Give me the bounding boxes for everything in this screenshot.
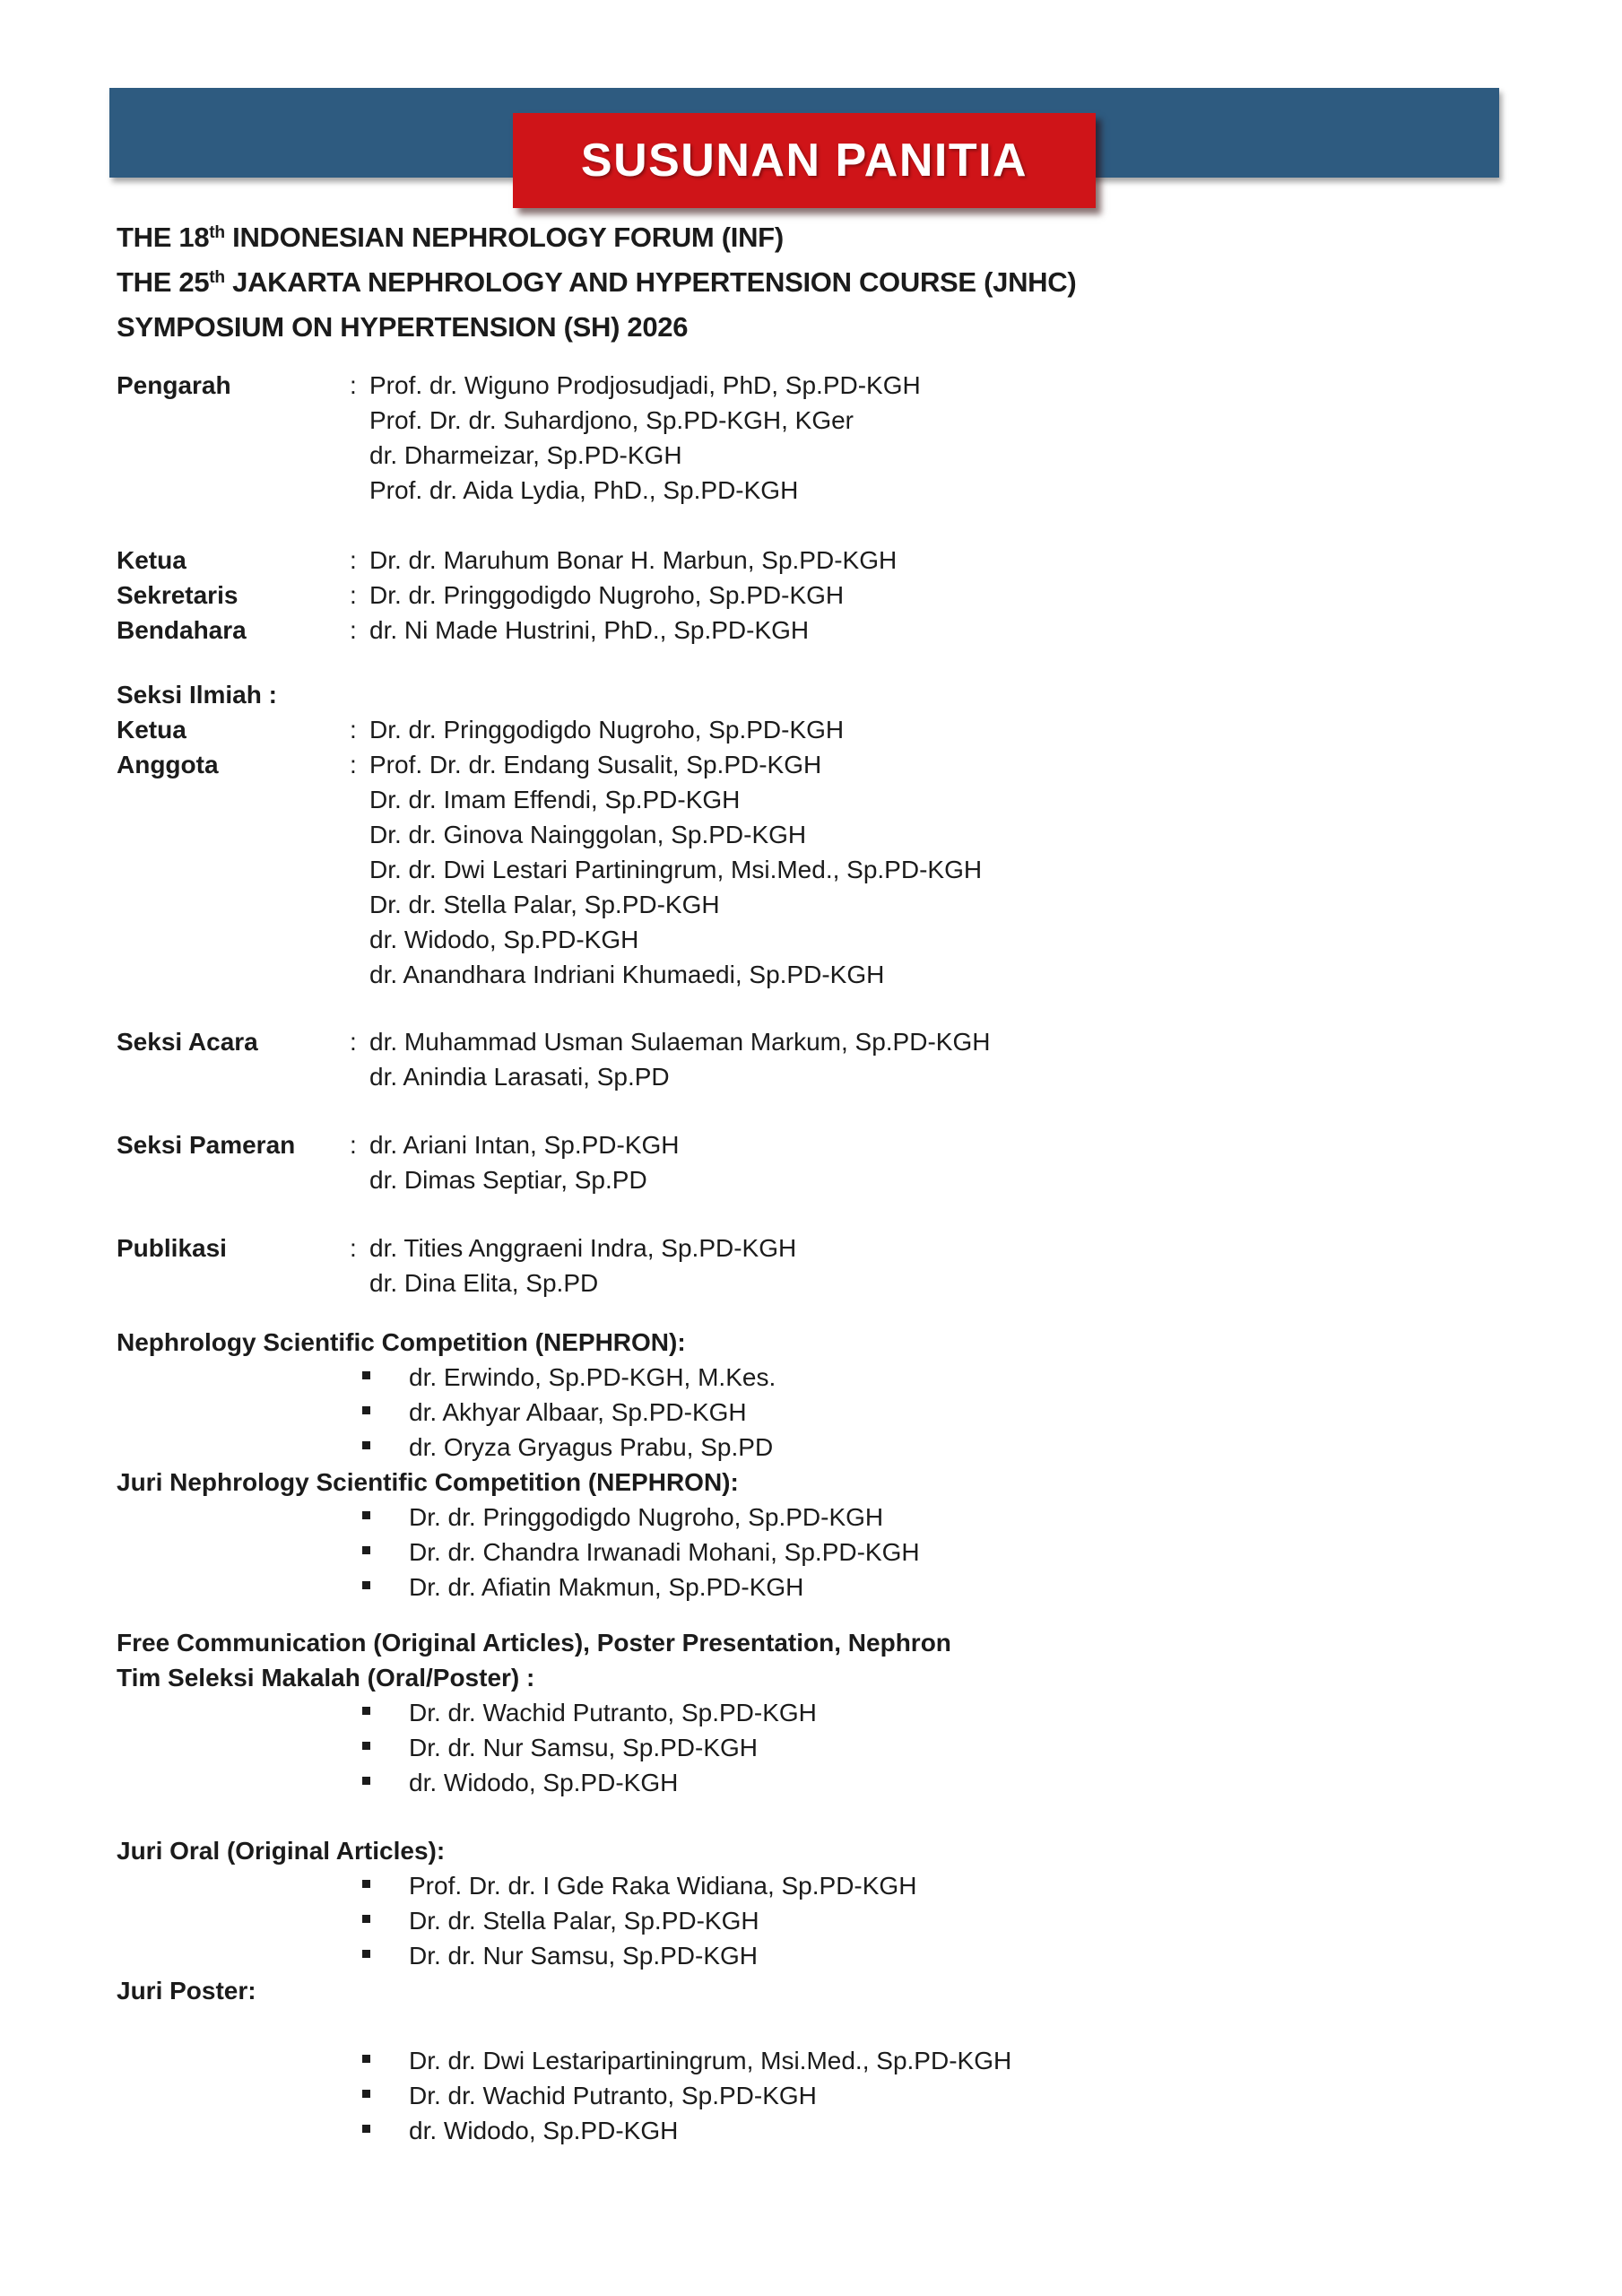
- title-text: JAKARTA NEPHROLOGY AND HYPERTENSION COURSE (JNHC): [224, 266, 1077, 298]
- free-communication-section: [117, 1625, 1515, 1800]
- event-title-line-1: [117, 217, 1515, 262]
- event-title-line-2: [117, 262, 1515, 307]
- bendahara-row: [117, 613, 1515, 648]
- role-label: Ketua: [117, 716, 186, 744]
- list-item: [117, 2078, 1515, 2113]
- list-item: [117, 1395, 1515, 1430]
- committee-member: dr. Oryza Gryagus Prabu, Sp.PD: [409, 1433, 774, 1461]
- role-colon: :: [350, 716, 357, 744]
- committee-member: Dr. dr. Pringgodigdo Nugroho, Sp.PD-KGH: [409, 1503, 884, 1531]
- bullet-square-icon: [362, 1950, 370, 1958]
- role-names: [369, 1127, 1515, 1197]
- committee-member: dr. Muhammad Usman Sulaeman Markum, Sp.PD-KGH: [369, 1028, 991, 1056]
- bullet-square-icon: [362, 1581, 370, 1589]
- committee-member: dr. Dimas Septiar, Sp.PD: [369, 1166, 647, 1194]
- juri-poster-heading: Juri Poster:: [117, 1977, 256, 2005]
- role-colon: :: [350, 751, 357, 778]
- committee-member: Dr. dr. Nur Samsu, Sp.PD-KGH: [409, 1942, 758, 1970]
- free-communication-heading-line-1: Free Communication (Original Articles), Poster Presentation, Nephron: [117, 1629, 951, 1657]
- event-title: [117, 217, 1515, 347]
- committee-member: Prof. Dr. dr. Suhardjono, Sp.PD-KGH, KGer: [369, 406, 854, 434]
- bullet-square-icon: [362, 1546, 370, 1554]
- bullet-square-icon: [362, 1777, 370, 1785]
- list-item: [117, 1765, 1515, 1800]
- seksi-acara-row: [117, 1024, 1515, 1094]
- committee-member: dr. Tities Anggraeni Indra, Sp.PD-KGH: [369, 1234, 797, 1262]
- bullet-square-icon: [362, 1511, 370, 1519]
- role-label: Ketua: [117, 546, 186, 574]
- committee-member: Prof. dr. Aida Lydia, PhD., Sp.PD-KGH: [369, 476, 799, 504]
- committee-member: dr. Widodo, Sp.PD-KGH: [409, 2117, 679, 2144]
- bullet-square-icon: [362, 2090, 370, 2098]
- list-item: [117, 2113, 1515, 2148]
- committee-member: Dr. dr. Pringgodigdo Nugroho, Sp.PD-KGH: [369, 716, 845, 744]
- bullet-square-icon: [362, 1406, 370, 1414]
- role-label: Pengarah: [117, 371, 231, 399]
- role-names: [369, 1024, 1515, 1094]
- committee-member: Prof. Dr. dr. Endang Susalit, Sp.PD-KGH: [369, 751, 822, 778]
- banner-title-box: [513, 113, 1096, 208]
- nephron-section: [117, 1325, 1515, 1465]
- seksi-ilmiah-heading: Seksi Ilmiah :: [117, 681, 277, 709]
- nephron-heading: Nephrology Scientific Competition (NEPHRON):: [117, 1328, 686, 1356]
- role-label: Seksi Acara: [117, 1028, 258, 1056]
- juri-oral-heading: Juri Oral (Original Articles):: [117, 1837, 446, 1865]
- role-names: [369, 747, 1515, 992]
- bullet-square-icon: [362, 1915, 370, 1923]
- bullet-square-icon: [362, 1880, 370, 1888]
- sekretaris-row: [117, 578, 1515, 613]
- document-content: [117, 217, 1515, 2148]
- role-colon: :: [350, 1234, 357, 1262]
- role-label: Publikasi: [117, 1234, 227, 1262]
- juri-oral-section: [117, 1833, 1515, 1973]
- bullet-square-icon: [362, 1441, 370, 1449]
- committee-member: Dr. dr. Wachid Putranto, Sp.PD-KGH: [409, 1699, 817, 1726]
- blank-line: [117, 2008, 1515, 2043]
- list-item: [117, 1868, 1515, 1903]
- committee-member: dr. Dina Elita, Sp.PD: [369, 1269, 599, 1297]
- list-item: [117, 1903, 1515, 1938]
- banner-title: SUSUNAN PANITIA: [580, 135, 1028, 187]
- role-label: Anggota: [117, 751, 219, 778]
- committee-member: dr. Ariani Intan, Sp.PD-KGH: [369, 1131, 680, 1159]
- list-item: [117, 1570, 1515, 1605]
- bullet-square-icon: [362, 2055, 370, 2063]
- role-colon: :: [350, 546, 357, 574]
- title-text: THE 25: [117, 266, 210, 298]
- seksi-ilmiah-ketua-row: [117, 712, 1515, 747]
- committee-member: Dr. dr. Imam Effendi, Sp.PD-KGH: [369, 786, 741, 813]
- role-colon: :: [350, 1028, 357, 1056]
- seksi-pameran-row: [117, 1127, 1515, 1197]
- title-text: THE 18: [117, 222, 210, 253]
- committee-member: dr. Akhyar Albaar, Sp.PD-KGH: [409, 1398, 747, 1426]
- publikasi-row: [117, 1231, 1515, 1300]
- committee-member: Dr. dr. Stella Palar, Sp.PD-KGH: [369, 891, 720, 918]
- title-text: INDONESIAN NEPHROLOGY FORUM (INF): [224, 222, 784, 253]
- juri-nephron-section: [117, 1465, 1515, 1605]
- role-colon: :: [350, 371, 357, 399]
- banner-band: [109, 88, 1499, 187]
- committee-member: dr. Anindia Larasati, Sp.PD: [369, 1063, 670, 1091]
- role-names: [369, 368, 1515, 508]
- committee-member: Prof. Dr. dr. I Gde Raka Widiana, Sp.PD-KGH: [409, 1872, 917, 1900]
- role-label: Seksi Pameran: [117, 1131, 296, 1159]
- role-label: Bendahara: [117, 616, 247, 644]
- ordinal-superscript: th: [209, 268, 225, 288]
- committee-member: dr. Anandhara Indriani Khumaedi, Sp.PD-KGH: [369, 961, 885, 988]
- committee-member: dr. Widodo, Sp.PD-KGH: [369, 926, 639, 953]
- bullet-square-icon: [362, 2125, 370, 2133]
- committee-member: dr. Erwindo, Sp.PD-KGH, M.Kes.: [409, 1363, 776, 1391]
- committee-member: dr. Ni Made Hustrini, PhD., Sp.PD-KGH: [369, 616, 810, 644]
- list-item: [117, 1730, 1515, 1765]
- committee-member: Dr. dr. Chandra Irwanadi Mohani, Sp.PD-KGH: [409, 1538, 920, 1566]
- bullet-square-icon: [362, 1371, 370, 1379]
- list-item: [117, 1430, 1515, 1465]
- juri-nephron-heading: Juri Nephrology Scientific Competition (NEPHRON):: [117, 1468, 739, 1496]
- seksi-ilmiah-section: [117, 677, 1515, 992]
- officers-section: [117, 543, 1515, 648]
- event-title-line-3: SYMPOSIUM ON HYPERTENSION (SH) 2026: [117, 311, 689, 343]
- committee-member: Dr. dr. Afiatin Makmun, Sp.PD-KGH: [409, 1573, 804, 1601]
- role-label: Sekretaris: [117, 581, 239, 609]
- committee-member: Dr. dr. Ginova Nainggolan, Sp.PD-KGH: [369, 821, 807, 848]
- committee-member: Dr. dr. Maruhum Bonar H. Marbun, Sp.PD-KGH: [369, 546, 898, 574]
- bullet-square-icon: [362, 1707, 370, 1715]
- pengarah-row: [117, 368, 1515, 508]
- list-item: [117, 1535, 1515, 1570]
- list-item: [117, 1500, 1515, 1535]
- free-communication-heading-line-2: Tim Seleksi Makalah (Oral/Poster) :: [117, 1664, 535, 1692]
- ordinal-superscript: th: [209, 223, 225, 243]
- juri-poster-section: [117, 1973, 1515, 2148]
- committee-member: Dr. dr. Stella Palar, Sp.PD-KGH: [409, 1907, 759, 1935]
- list-item: [117, 1938, 1515, 1973]
- list-item: [117, 1360, 1515, 1395]
- committee-member: Dr. dr. Pringgodigdo Nugroho, Sp.PD-KGH: [369, 581, 845, 609]
- committee-member: Dr. dr. Dwi Lestaripartiningrum, Msi.Med., Sp.PD-KGH: [409, 2047, 1012, 2074]
- role-colon: :: [350, 616, 357, 644]
- committee-member: Dr. dr. Dwi Lestari Partiningrum, Msi.Med., Sp.PD-KGH: [369, 856, 983, 883]
- role-colon: :: [350, 581, 357, 609]
- committee-member: Dr. dr. Wachid Putranto, Sp.PD-KGH: [409, 2082, 817, 2109]
- committee-member: Dr. dr. Nur Samsu, Sp.PD-KGH: [409, 1734, 758, 1761]
- committee-member: dr. Widodo, Sp.PD-KGH: [409, 1769, 679, 1796]
- ketua-row: [117, 543, 1515, 578]
- role-names: [369, 1231, 1515, 1300]
- role-colon: :: [350, 1131, 357, 1159]
- bullet-square-icon: [362, 1742, 370, 1750]
- committee-member: Prof. dr. Wiguno Prodjosudjadi, PhD, Sp.PD-KGH: [369, 371, 921, 399]
- committee-member: dr. Dharmeizar, Sp.PD-KGH: [369, 441, 682, 469]
- seksi-ilmiah-anggota-row: [117, 747, 1515, 992]
- list-item: [117, 2043, 1515, 2078]
- list-item: [117, 1695, 1515, 1730]
